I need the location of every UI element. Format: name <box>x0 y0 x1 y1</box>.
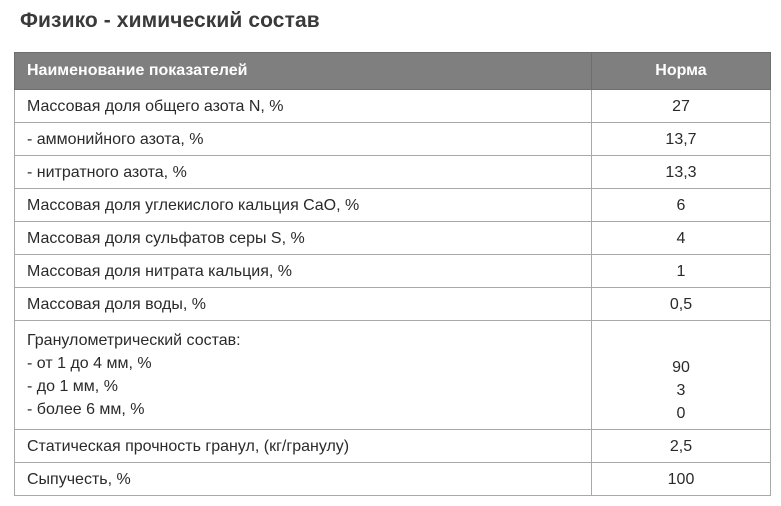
table-row <box>15 255 771 288</box>
row-name: - аммонийного азота, % <box>15 123 592 156</box>
granulometry-item-label: - более 6 мм, % <box>27 400 145 418</box>
row-value: 13,3 <box>592 156 771 189</box>
row-name: Массовая доля нитрата кальция, % <box>15 255 592 288</box>
row-value: 4 <box>592 222 771 255</box>
granulometry-item-label: - до 1 мм, % <box>27 377 118 395</box>
row-value: 100 <box>592 463 771 496</box>
page-title: Физико - химический состав <box>20 9 320 32</box>
row-name: Массовая доля сульфатов серы S, % <box>15 222 592 255</box>
row-name: Массовая доля воды, % <box>15 288 592 321</box>
granulometry-item-value: 0 <box>676 405 686 422</box>
column-header-norm: Норма <box>592 53 771 90</box>
granulometry-item-value: 90 <box>672 359 690 376</box>
row-value: 13,7 <box>592 123 771 156</box>
table-header-row <box>15 53 771 90</box>
granulometry-title: Гранулометрический состав: <box>27 331 241 349</box>
table-row <box>15 430 771 463</box>
row-name: - нитратного азота, % <box>15 156 592 189</box>
row-name: Статическая прочность гранул, (кг/гранулу) <box>15 430 592 463</box>
column-header-name: Наименование показателей <box>15 53 592 90</box>
granulometry-item-label: - от 1 до 4 мм, % <box>27 354 152 372</box>
granulometry-values <box>592 321 771 430</box>
row-name: Массовая доля общего азота N, % <box>15 90 592 123</box>
table-row <box>15 123 771 156</box>
row-name: Массовая доля углекислого кальция CaO, % <box>15 189 592 222</box>
row-name: Сыпучесть, % <box>15 463 592 496</box>
row-value: 0,5 <box>592 288 771 321</box>
table-row <box>15 463 771 496</box>
row-value: 2,5 <box>592 430 771 463</box>
table-row-granulometry <box>15 321 771 430</box>
row-value: 1 <box>592 255 771 288</box>
table-row <box>15 189 771 222</box>
row-value: 6 <box>592 189 771 222</box>
composition-table <box>14 52 771 496</box>
table-row <box>15 288 771 321</box>
granulometry-labels <box>15 321 592 430</box>
granulometry-item-value: 3 <box>676 382 686 399</box>
table-row <box>15 222 771 255</box>
table-row <box>15 90 771 123</box>
table-row <box>15 156 771 189</box>
row-value: 27 <box>592 90 771 123</box>
